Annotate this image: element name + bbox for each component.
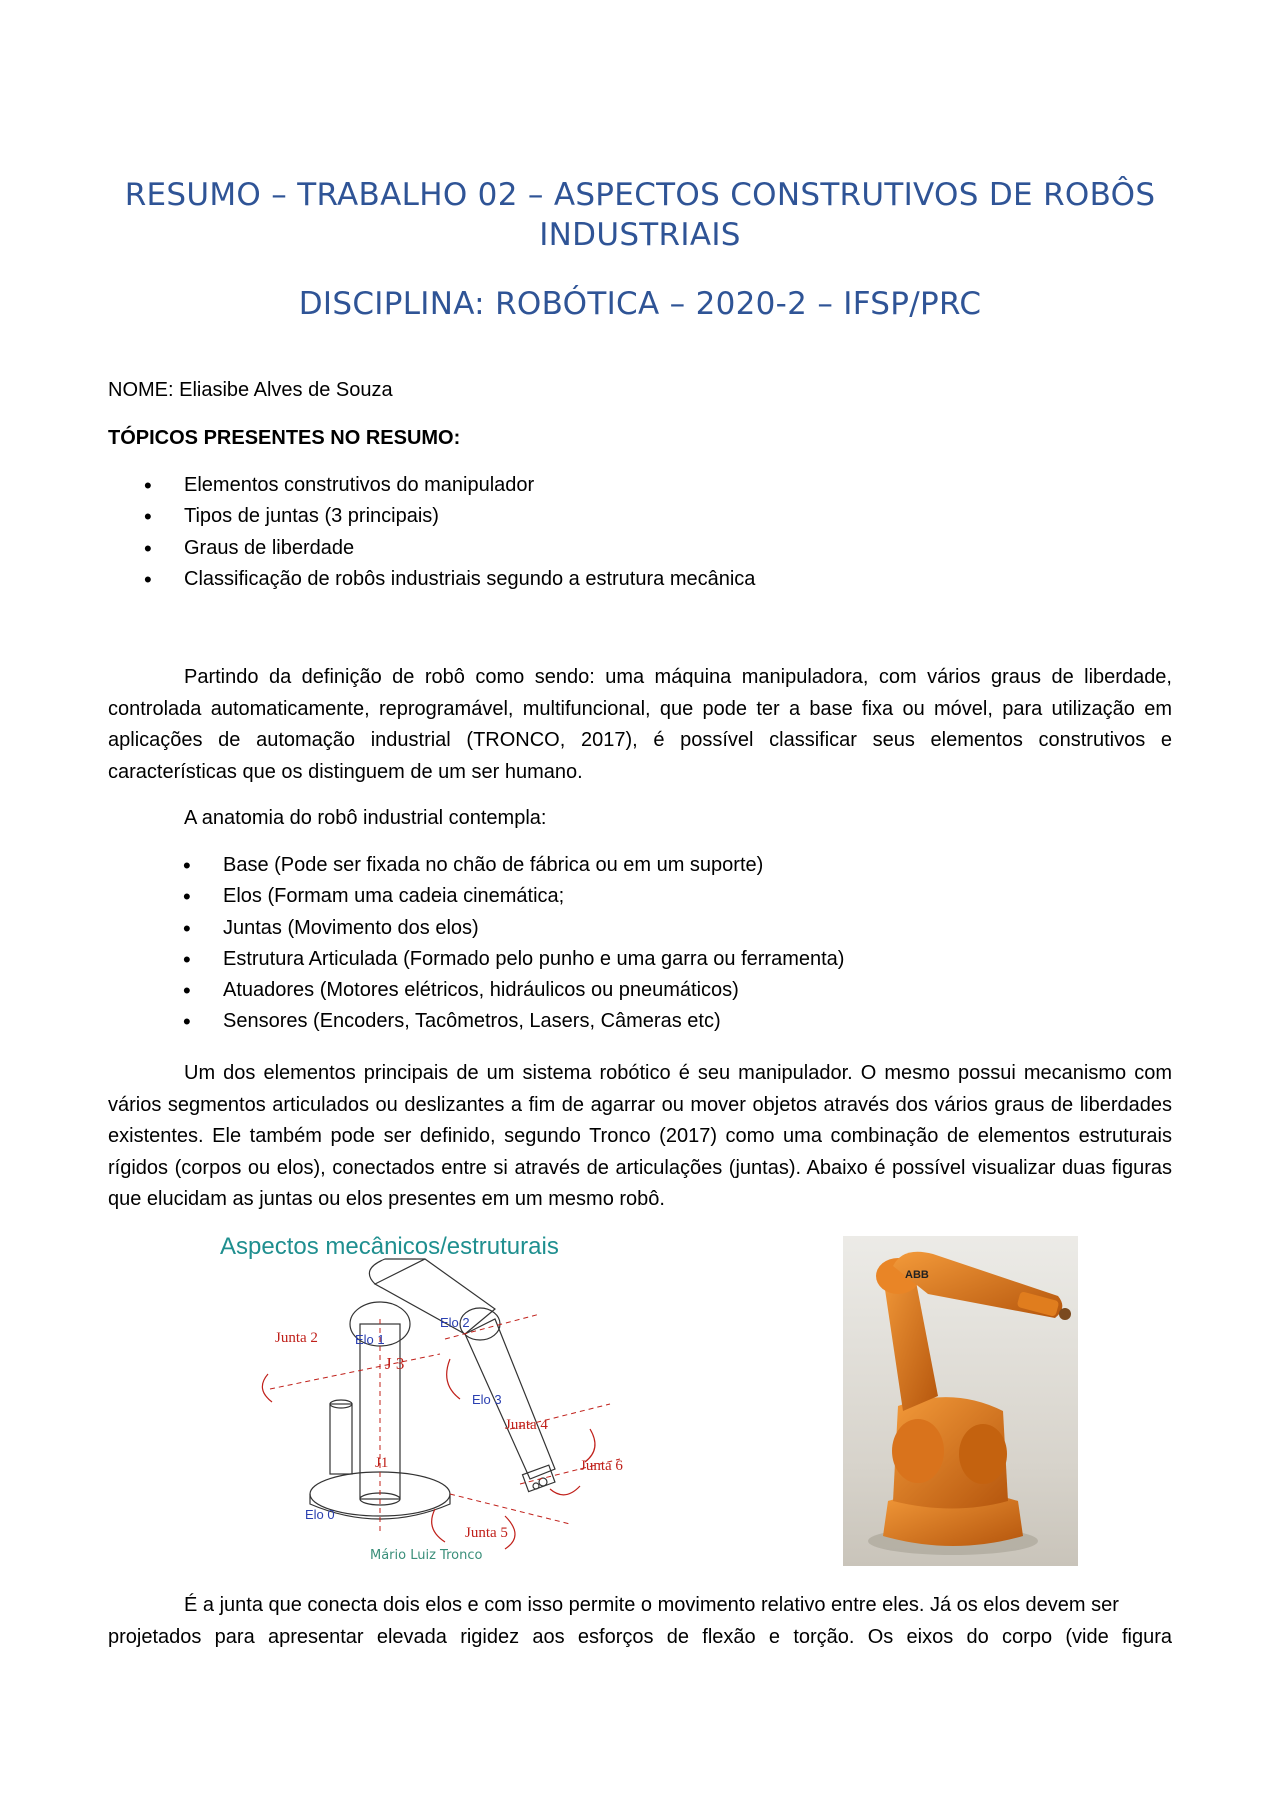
document-subtitle: DISCIPLINA: ROBÓTICA – 2020-2 – IFSP/PRC (298, 286, 982, 322)
title-line-1: RESUMO – TRABALHO 02 – ASPECTOS CONSTRUTIVOS DE ROBÔS (124, 177, 1156, 213)
topics-list (184, 470, 755, 595)
title-line-2: INDUSTRIAIS (539, 217, 741, 253)
paragraph-intro: Partindo da definição de robô como sendo: uma máquina manipuladora, com vários graus de liberdade, controlada automaticamente, reprogramável, multifuncional, que pode ter a base fixa ou móvel, para utilização em aplicações de automação industrial (TRONCO, 2017), é possível classificar seus elementos construtivos e características que os distinguem de um ser humano. (108, 666, 1172, 783)
paragraph-anatomy-intro: A anatomia do robô industrial contempla: (184, 807, 547, 829)
figure-robot-photo (843, 1236, 1078, 1566)
author-name: NOME: Eliasibe Alves de Souza (108, 379, 393, 401)
list-item: • Graus de liberdade (184, 533, 755, 564)
label-junta-5: Junta 5 (465, 1525, 508, 1541)
list-item: • Atuadores (Motores elétricos, hidráulicos ou pneumáticos) (223, 975, 844, 1006)
figure-title: Aspectos mecânicos/estruturais (220, 1233, 559, 1260)
robot-line-drawing (310, 1259, 555, 1519)
list-item: • Elementos construtivos do manipulador (184, 470, 755, 501)
figure-mechanical-diagram (210, 1224, 690, 1574)
paragraph-joint-line-1: É a junta que conecta dois elos e com isso permite o movimento relativo entre eles. Já os elos devem ser (184, 1594, 1119, 1616)
list-item: • Base (Pode ser fixada no chão de fábrica ou em um suporte) (223, 850, 844, 881)
document-title (100, 175, 1180, 255)
figure-credit: Mário Luiz Tronco (370, 1548, 483, 1563)
blue-labels (305, 1315, 502, 1522)
list-item: • Estrutura Articulada (Formado pelo punho e uma garra ou ferramenta) (223, 944, 844, 975)
label-elo-3: Elo 3 (472, 1392, 502, 1407)
label-junta-6: Junta 6 (580, 1458, 623, 1474)
topics-heading: TÓPICOS PRESENTES NO RESUMO: (108, 427, 461, 449)
paragraph-joint-line-2: projetados para apresentar elevada rigidez aos esforços de flexão e torção. Os eixos do corpo (vide figura (108, 1626, 1172, 1648)
joint-axes (270, 1314, 620, 1534)
label-elo-2: Elo 2 (440, 1315, 470, 1330)
list-item: • Sensores (Encoders, Tacômetros, Lasers, Câmeras etc) (223, 1006, 844, 1037)
anatomy-list (223, 850, 844, 1038)
list-item: • Classificação de robôs industriais segundo a estrutura mecânica (184, 564, 755, 595)
paragraph-manipulator: Um dos elementos principais de um sistema robótico é seu manipulador. O mesmo possui mecanismo com vários segmentos articulados ou deslizantes a fim de agarrar ou mover objetos através dos vários graus de liberdades existentes. Ele também pode ser definido, segundo Tronco (2017) como uma combinação de elementos estruturais rígidos (corpos ou elos), conectados entre si através de articulações (juntas). Abaixo é possível visualizar duas figuras que elucidam as juntas ou elos presentes em um mesmo robô. (108, 1062, 1172, 1210)
list-item: • Juntas (Movimento dos elos) (223, 913, 844, 944)
robot-photo-image (843, 1236, 1078, 1566)
label-j3: J 3 (385, 1354, 405, 1373)
label-junta-2: Junta 2 (275, 1330, 318, 1346)
robot-brand-logo: ABB (905, 1269, 929, 1281)
label-elo-0: Elo 0 (305, 1507, 335, 1522)
label-j1: J1 (375, 1455, 389, 1471)
list-item: • Elos (Formam uma cadeia cinemática; (223, 881, 844, 912)
list-item: • Tipos de juntas (3 principais) (184, 501, 755, 532)
label-junta-4: Junta 4 (505, 1417, 548, 1433)
label-elo-1: Elo 1 (355, 1332, 385, 1347)
